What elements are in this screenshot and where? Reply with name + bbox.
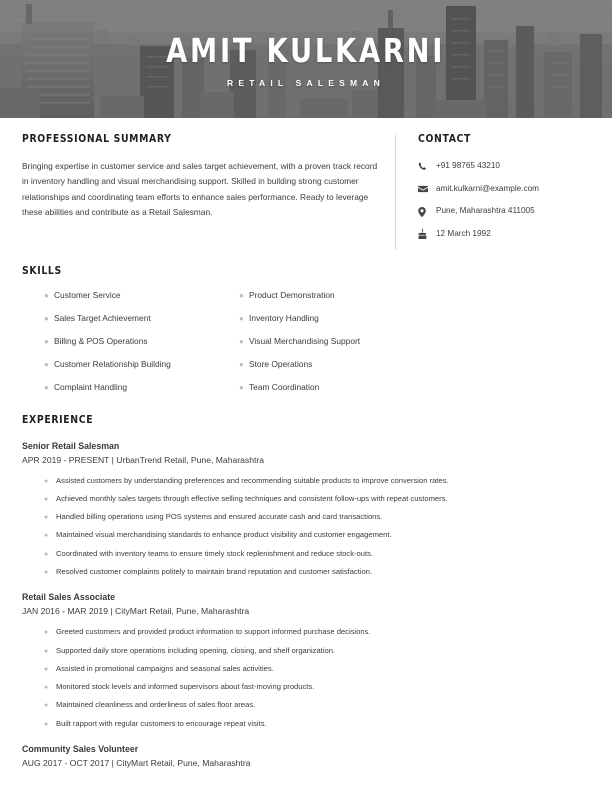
skill-label: Customer Service bbox=[54, 289, 121, 300]
professional-summary-text: Bringing expertise in customer service and sales target achievement, with a proven track record in inventory handling and visual merchandising support. Skilled in building strong customer relationships and coordinating team efforts to enhance sales performance. Ready to leverage these abilities and contribute as a Retail Salesman. bbox=[22, 161, 378, 217]
resume-header-banner bbox=[0, 0, 612, 118]
job-bullet-text: Monitored stock levels and informed supervisors about fast-moving products. bbox=[56, 682, 315, 692]
job-bullet-text: Handled billing operations using POS systems and ensured accurate cash and card transactions. bbox=[56, 512, 383, 522]
skill-item bbox=[44, 313, 217, 323]
skill-label: Sales Target Achievement bbox=[54, 312, 151, 323]
bullet-dot-icon: ● bbox=[44, 359, 49, 369]
job-bullet-text: Maintained visual merchandising standards to enhance product visibility and customer engagement. bbox=[56, 530, 392, 540]
bullet-dot-icon: ● bbox=[44, 665, 49, 673]
job-meta: AUG 2017 - OCT 2017 | CityMart Retail, Pune, Maharashtra bbox=[22, 757, 251, 768]
skills-section bbox=[22, 252, 590, 405]
bullet-dot-icon: ● bbox=[44, 532, 49, 540]
experience-entry bbox=[22, 591, 590, 729]
experience-entry bbox=[22, 440, 590, 578]
skill-label: Billing & POS Operations bbox=[54, 335, 148, 346]
contact-value-location: Pune, Maharashtra 411005 bbox=[436, 206, 535, 216]
contact-item-phone bbox=[418, 161, 590, 172]
contact-value-email[interactable]: amit.kulkarni@example.com bbox=[436, 183, 539, 193]
job-bullet-text: Greeted customers and provided product information to support informed purchase decisions. bbox=[56, 627, 371, 637]
resume-body bbox=[0, 118, 612, 770]
skill-label: Visual Merchandising Support bbox=[249, 335, 361, 346]
job-bullet bbox=[22, 664, 590, 674]
job-title: Retail Sales Associate bbox=[22, 592, 116, 603]
job-bullet-text: Achieved monthly sales targets through effective selling techniques and consistent follow-ups with repeat customers. bbox=[56, 493, 448, 503]
job-title: Community Sales Volunteer bbox=[22, 743, 139, 754]
bullet-dot-icon: ● bbox=[239, 313, 244, 323]
experience-entry bbox=[22, 743, 590, 770]
skill-item bbox=[239, 290, 412, 300]
contact-item-email bbox=[418, 184, 590, 195]
job-meta: JAN 2016 - MAR 2019 | CityMart Retail, Pune, Maharashtra bbox=[22, 606, 250, 617]
contact-value-birthdate: 12 March 1992 bbox=[436, 228, 491, 238]
job-bullet-text: Supported daily store operations including opening, closing, and shelf organization. bbox=[56, 645, 336, 655]
bullet-dot-icon: ● bbox=[44, 313, 49, 323]
skill-item bbox=[239, 313, 412, 323]
contact-value-phone[interactable]: +91 98765 43210 bbox=[436, 161, 500, 170]
job-bullet-text: Maintained cleanliness and orderliness of sales floor areas. bbox=[56, 700, 256, 710]
job-bullet bbox=[22, 494, 590, 504]
bullet-dot-icon: ● bbox=[239, 382, 244, 392]
contact-column bbox=[396, 132, 590, 252]
job-bullet-text: Assisted in promotional campaigns and seasonal sales activities. bbox=[56, 663, 274, 673]
job-title: Senior Retail Salesman bbox=[22, 440, 120, 451]
bullet-dot-icon: ● bbox=[44, 382, 49, 392]
bullet-dot-icon: ● bbox=[44, 495, 49, 503]
job-bullet-text: Built rapport with regular customers to encourage repeat visits. bbox=[56, 718, 267, 728]
birthday-cake-icon bbox=[418, 229, 431, 239]
skill-item bbox=[44, 382, 217, 392]
section-title-experience: EXPERIENCE bbox=[22, 412, 94, 426]
bullet-dot-icon: ● bbox=[44, 720, 49, 728]
skill-item bbox=[44, 359, 217, 369]
contact-item-birthdate bbox=[418, 229, 590, 240]
job-bullet-text: Assisted customers by understanding preferences and recommending suitable products to improve conversion rates. bbox=[56, 475, 449, 485]
job-bullet bbox=[22, 567, 590, 577]
skill-label: Team Coordination bbox=[249, 381, 320, 392]
job-bullet-text: Resolved customer complaints politely to maintain brand reputation and customer satisfaction. bbox=[56, 566, 373, 576]
candidate-name: AMIT KULKARNI bbox=[166, 31, 446, 70]
job-bullet bbox=[22, 530, 590, 540]
contact-list bbox=[418, 161, 590, 240]
bullet-dot-icon: ● bbox=[239, 290, 244, 300]
bullet-dot-icon: ● bbox=[44, 550, 49, 558]
skills-column-right bbox=[217, 290, 412, 405]
bullet-dot-icon: ● bbox=[239, 359, 244, 369]
skill-item bbox=[44, 290, 217, 300]
bullet-dot-icon: ● bbox=[239, 336, 244, 346]
skill-item bbox=[239, 359, 412, 369]
bullet-dot-icon: ● bbox=[44, 629, 49, 637]
job-bullet bbox=[22, 682, 590, 692]
job-bullet bbox=[22, 627, 590, 637]
skill-label: Product Demonstration bbox=[249, 289, 335, 300]
envelope-icon bbox=[418, 185, 431, 193]
phone-icon bbox=[418, 162, 431, 171]
skill-label: Complaint Handling bbox=[54, 381, 128, 392]
bullet-dot-icon: ● bbox=[44, 290, 49, 300]
job-meta: APR 2019 - PRESENT | UrbanTrend Retail, Pune, Maharashtra bbox=[22, 454, 265, 465]
bullet-dot-icon: ● bbox=[44, 477, 49, 485]
section-title-contact: CONTACT bbox=[418, 132, 472, 145]
bullet-dot-icon: ● bbox=[44, 647, 49, 655]
skill-label: Store Operations bbox=[249, 358, 313, 369]
contact-item-location bbox=[418, 206, 590, 217]
job-bullet-list bbox=[22, 627, 590, 729]
job-bullet bbox=[22, 700, 590, 710]
job-bullet bbox=[22, 512, 590, 522]
section-title-professional-summary: PROFESSIONAL SUMMARY bbox=[22, 132, 172, 145]
skill-item bbox=[44, 336, 217, 346]
bullet-dot-icon: ● bbox=[44, 568, 49, 576]
section-title-skills: SKILLS bbox=[22, 263, 62, 277]
job-bullet bbox=[22, 549, 590, 559]
location-pin-icon bbox=[418, 207, 431, 217]
bullet-dot-icon: ● bbox=[44, 684, 49, 692]
job-bullet bbox=[22, 719, 590, 729]
skill-label: Customer Relationship Building bbox=[54, 358, 171, 369]
job-bullet bbox=[22, 476, 590, 486]
skill-item bbox=[239, 382, 412, 392]
bullet-dot-icon: ● bbox=[44, 702, 49, 710]
job-bullet-text: Coordinated with inventory teams to ensure timely stock replenishment and reduce stock-outs. bbox=[56, 548, 373, 558]
skills-column-left bbox=[22, 290, 217, 405]
bullet-dot-icon: ● bbox=[44, 514, 49, 522]
skill-item bbox=[239, 336, 412, 346]
experience-section bbox=[22, 405, 590, 770]
skill-label: Inventory Handling bbox=[249, 312, 319, 323]
summary-contact-row bbox=[22, 118, 590, 252]
skills-grid bbox=[22, 290, 412, 405]
bullet-dot-icon: ● bbox=[44, 336, 49, 346]
candidate-job-title: RETAIL SALESMAN bbox=[227, 78, 385, 88]
job-bullet bbox=[22, 646, 590, 656]
summary-column bbox=[22, 132, 395, 252]
job-bullet-list bbox=[22, 476, 590, 578]
